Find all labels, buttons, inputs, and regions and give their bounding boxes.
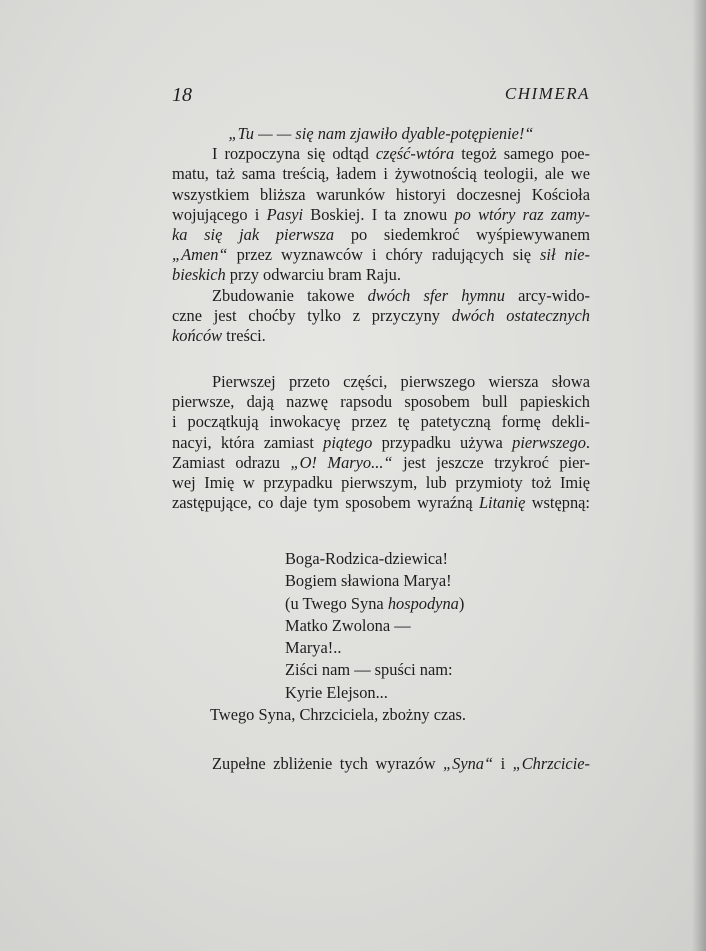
text-line: Zbudowanie takowe dwóch sfer hymnu arcy-wido- xyxy=(212,285,590,305)
page-number: 18 xyxy=(172,84,192,106)
text-line: ka się jak pierwsza po siedemkroć wyśpiewywanem xyxy=(172,225,590,245)
text-line: wszystkiem bliższa warunków historyi doczesnej Kościoła xyxy=(172,184,590,204)
text-line: wej Imię w przypadku pierwszym, lub przymioty toż Imię xyxy=(172,473,590,493)
paragraph-1 xyxy=(172,124,590,346)
poem-line: (u Twego Syna hospodyna) xyxy=(285,593,465,613)
text-line: czne jest choćby tylko z przyczyny dwóch ostatecznych xyxy=(172,305,590,325)
text-line: nacyi, która zamiast piątego przypadku używa pierwszego. xyxy=(172,432,590,452)
text-line: I rozpoczyna się odtąd część-wtóra tegoż samego poe- xyxy=(212,144,590,164)
paragraph-2 xyxy=(172,372,590,513)
page-header xyxy=(172,84,590,108)
running-title: CHIMERA xyxy=(504,84,590,103)
poem-line: Boga-Rodzica-dziewica! xyxy=(285,549,448,568)
text-line: i początkują inwokacyę przez tę patetyczną formę dekli- xyxy=(172,412,590,432)
paragraph-3 xyxy=(172,754,590,774)
text-line: Zupełne zbliżenie tych wyrazów „Syna“ i „Chrzcicie- xyxy=(212,754,590,773)
poem-line: Marya!.. xyxy=(285,638,342,658)
text-line: pierwsze, dają nazwę rapsodu sposobem bull papieskich xyxy=(172,392,590,412)
poem-line: Kyrie Elejson... xyxy=(285,682,388,702)
text-line: wojującego i Pasyi Boskiej. I ta znowu po wtóry raz zamy- xyxy=(172,204,590,224)
text-line: Pierwszej przeto części, pierwszego wiersza słowa xyxy=(212,372,590,391)
text-line: „Tu — — się nam zjawiło dyable-potępienie!“ xyxy=(228,124,534,143)
text-line: „Amen“ przez wyznawców i chóry radujących się sił nie- xyxy=(172,245,590,265)
text-line: zastępujące, co daje tym sposobem wyraźną Litanię wstępną: xyxy=(172,493,590,513)
text-line: bieskich przy odwarciu bram Raju. xyxy=(172,265,401,285)
text-line: matu, taż sama treścią, ładem i żywotnością teologii, ale we xyxy=(172,164,590,184)
poem-line: Bogiem sławiona Marya! xyxy=(285,571,452,591)
text-line: końców treści. xyxy=(172,326,266,346)
text-line: Zamiast odrazu „O! Maryo...“ jest jeszcze trzykroć pier- xyxy=(172,452,590,472)
poem-line: Twego Syna, Chrzciciela, zbożny czas. xyxy=(210,705,466,725)
litany-poem xyxy=(210,548,466,726)
poem-line: Matko Zwolona — xyxy=(285,615,411,635)
poem-line: Ziści nam — spuści nam: xyxy=(285,660,453,680)
